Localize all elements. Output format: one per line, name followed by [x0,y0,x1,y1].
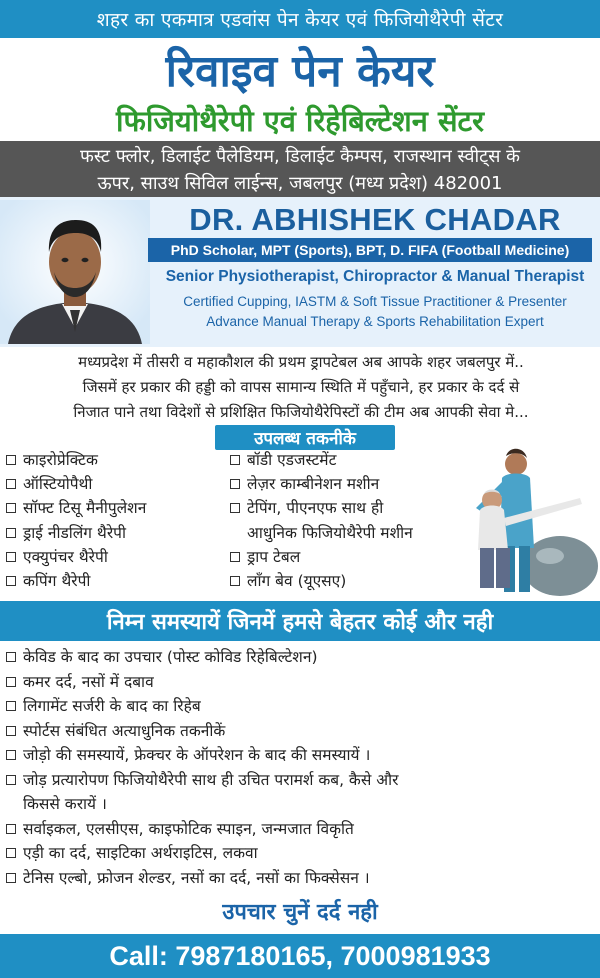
doctor-qualifications [148,238,592,262]
list-item [230,448,460,472]
checkbox-icon [230,552,240,562]
address-line-1: फस्ट फ्लोर, डिलाईट पैलेडियम, डिलाईट कैम्पस, राजस्थान स्वीट्स के [80,146,520,167]
technique-label: ऑस्टियोपैथी [23,475,93,494]
checkbox-icon [6,824,16,834]
checkbox-icon [6,503,16,513]
technique-label: काइरोप्रेक्टिक [23,451,98,469]
techniques-list-left [6,448,231,593]
list-item [6,719,596,744]
list-item [6,521,231,545]
address-block [0,141,600,197]
list-item [230,521,460,545]
address-line-2: ऊपर, साउथ सिविल लाईन्स, जबलपुर (मध्य प्रदेश) 482001 [97,173,503,194]
technique-label: ड्राप टेबल [247,547,301,566]
list-item [6,768,596,793]
checkbox-icon [6,552,16,562]
checkbox-icon [6,701,16,711]
slogan: उपचार चुनें दर्द नही [222,900,378,925]
problem-label: केविड के बाद का उपचार (पोस्ट कोविड रिहेबिल्टेशन) [23,648,318,666]
list-item [6,472,231,496]
problem-label: लिगामेंट सर्जरी के बाद का रिहेब [23,697,201,715]
list-item [6,569,231,593]
list-item [230,496,460,520]
brand-title: रिवाइव पेन केयर [165,46,435,97]
technique-label: सॉफ्ट टिसू मैनीपुलेशन [23,499,147,518]
therapy-session-image [454,438,600,600]
problems-heading [0,601,600,641]
techniques-heading [215,425,395,450]
banner-text: शहर का एकमात्र एडवांस पेन केयर एवं फिजियोथैरेपी सेंटर [96,9,504,31]
checkbox-icon [6,652,16,662]
list-item [6,841,596,866]
checkbox-icon [6,873,16,883]
problem-label: स्पोर्टस संबंधित अत्याधुनिक तकनीकें [23,721,226,740]
list-item [6,496,231,520]
technique-label: लेज़र काम्बीनेशन मशीन [247,475,380,494]
technique-label: ड्राई नीडलिंग थैरेपी [23,523,126,542]
doctor-photo [0,200,150,344]
techniques-list-right [230,448,460,593]
problem-label: जोड़ प्रत्यारोपण फिजियोथैरेपी साथ ही उचित परामर्श कब, कैसे और [23,770,399,789]
technique-label: आधुनिक फिजियोथैरेपी मशीन [247,523,413,542]
list-item [230,545,460,569]
checkbox-icon [230,503,240,513]
doctor-name: DR. ABHISHEK CHADAR [189,202,561,237]
technique-label: एक्युपंचर थैरेपी [23,547,108,566]
intro-line-1: मध्यप्रदेश में तीसरी व महाकौशल की प्रथम ड्रापटेबल अब आपके शहर जबलपुर में.. [78,353,524,371]
checkbox-icon [6,479,16,489]
top-banner [0,0,600,38]
list-item [6,817,596,842]
doctor-certification-2: Advance Manual Therapy & Sports Rehabilitation Expert [206,314,544,329]
problem-continuation: किससे करायें । [23,795,107,813]
intro-line-2: जिसमें हर प्रकार की हड्डी को वापस सामान्य स्थिति में पहुँचाने, हर प्रकार के दर्द से [82,378,520,396]
list-item [6,645,596,670]
list-item [6,866,596,891]
checkbox-icon [6,848,16,858]
problems-list [6,645,596,890]
list-item [230,569,460,593]
checkbox-icon [6,750,16,760]
technique-label: लॉंग बेव (यूएसए) [247,572,347,591]
technique-label: कपिंग थैरेपी [23,572,91,591]
checkbox-icon [6,726,16,736]
doctor-certification-1: Certified Cupping, IASTM & Soft Tissue Practitioner & Presenter [183,294,567,309]
problem-label: जोड़ो की समस्यायें, फ्रेक्चर के ऑपरेशन के बाद की समस्यायें । [23,746,371,764]
checkbox-icon [6,775,16,785]
problem-label: सर्वाइकल, एलसीएस, काइफोटिक स्पाइन, जन्मजात विकृति [23,819,354,838]
list-item [6,743,596,768]
problem-label: टेनिस एल्बो, फ्रोजन शेल्डर, नसों का दर्द, नसों का फिक्सेसन । [23,868,370,887]
problem-label: एड़ी का दर्द, साइटिका अर्थराइटिस, लकवा [23,844,258,862]
call-bar [0,934,600,978]
checkbox-icon [6,455,16,465]
checkbox-icon [6,528,16,538]
list-item [6,448,231,472]
techniques-heading-text: उपलब्ध तकनीके [254,429,356,449]
doctor-role: Senior Physiotherapist, Chiropractor & Manual Therapist [165,268,585,285]
checkbox-icon [230,576,240,586]
technique-label: बॉडी एडजस्टमेंट [247,451,337,469]
technique-label: टेपिंग, पीएनएफ साथ ही [247,499,384,518]
list-item [230,472,460,496]
list-item [6,670,596,695]
checkbox-icon [230,479,240,489]
qualifications-text: PhD Scholar, MPT (Sports), BPT, D. FIFA (Football Medicine) [170,242,570,258]
checkbox-icon [6,677,16,687]
list-item [6,545,231,569]
checkbox-icon [6,576,16,586]
call-numbers: Call: 7987180165, 7000981933 [109,940,491,971]
intro-line-3: निजात पाने तथा विदेशों से प्रशिक्षित फिजियोथैरेपिस्टों की टीम अब आपकी सेवा मे... [73,403,529,421]
checkbox-icon [230,455,240,465]
list-item [6,694,596,719]
problems-heading-text: निम्न समस्यायें जिनमें हमसे बेहतर कोई और नही [106,610,494,635]
intro-paragraph [6,350,596,425]
problem-label: कमर दर्द, नसों में दबाव [23,672,154,691]
brand-subtitle: फिजियोथैरेपी एवं रिहेबिल्टेशन सेंटर [115,104,485,138]
spacer [230,528,240,538]
